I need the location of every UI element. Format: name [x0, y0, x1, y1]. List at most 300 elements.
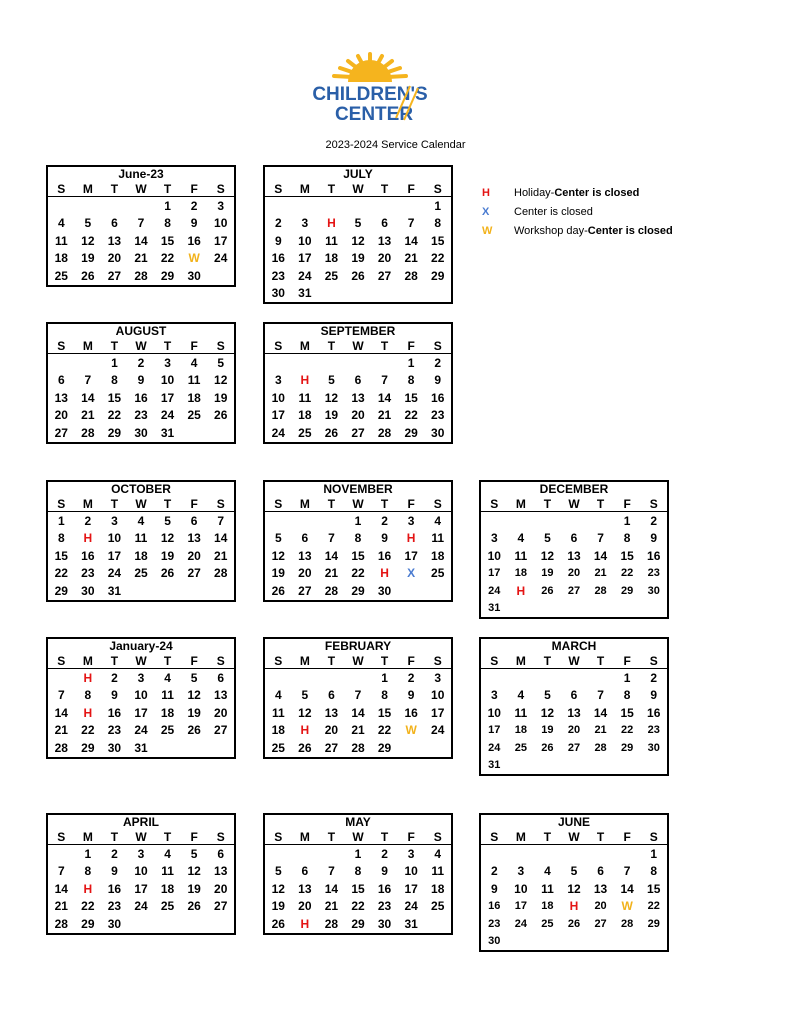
day-cell: 27	[324, 740, 339, 755]
day-cell: 16	[107, 881, 122, 896]
day-cell: 3	[407, 513, 415, 528]
day-cell: 21	[214, 548, 228, 563]
day-cell: 26	[298, 740, 312, 755]
day-cell: 6	[570, 531, 578, 546]
week-row	[48, 267, 234, 285]
day-cell: 19	[271, 899, 285, 914]
day-cell: 25	[54, 268, 68, 283]
weekday-header	[48, 653, 234, 669]
weekday-label: M	[299, 181, 310, 196]
weekday-label: W	[352, 496, 364, 511]
day-marker: H	[300, 373, 310, 388]
day-cell: 9	[650, 688, 658, 703]
day-cell: 8	[407, 373, 415, 388]
day-cell: 29	[377, 740, 392, 755]
day-cell: 14	[593, 705, 608, 720]
day-cell: 13	[567, 548, 581, 563]
day-cell: 24	[160, 408, 175, 423]
day-cell: 16	[81, 548, 95, 563]
day-cell: 20	[214, 705, 228, 720]
day-cell: 10	[134, 864, 148, 879]
month-title: June-23	[118, 167, 164, 181]
day-cell: 16	[377, 881, 392, 896]
day-cell: 24	[271, 425, 285, 440]
week-row	[265, 722, 451, 740]
day-cell: 30	[107, 916, 122, 931]
day-cell: 11	[161, 864, 174, 879]
day-cell: 10	[134, 688, 148, 703]
weekday-label: F	[190, 496, 198, 511]
day-cell: 8	[111, 373, 118, 388]
day-cell: 3	[274, 373, 282, 388]
day-cell: 11	[325, 233, 338, 248]
weekday-label: M	[299, 653, 310, 668]
day-cell: 7	[407, 216, 415, 231]
day-cell: 17	[134, 881, 148, 896]
day-cell: 7	[137, 216, 145, 231]
logo-line2: CENTER	[334, 104, 414, 125]
day-cell: 17	[488, 567, 501, 580]
day-cell: 21	[404, 251, 418, 266]
day-cell: 30	[377, 916, 392, 931]
day-cell: 22	[351, 566, 365, 581]
day-cell: 26	[187, 723, 201, 738]
weekday-label: S	[216, 181, 225, 196]
week-row	[265, 530, 451, 548]
day-cell: 23	[107, 899, 122, 914]
week-row	[48, 898, 234, 916]
weekday-label: S	[433, 181, 442, 196]
day-cell: 20	[377, 251, 392, 266]
month-title: OCTOBER	[111, 482, 171, 496]
day-cell: 1	[84, 846, 92, 861]
day-cell: 15	[404, 390, 418, 405]
day-cell: 17	[431, 705, 445, 720]
day-cell: 4	[164, 846, 171, 861]
day-cell: 30	[647, 741, 660, 754]
day-cell: 17	[214, 233, 228, 248]
week-row	[265, 215, 451, 233]
weekday-label: M	[515, 496, 526, 511]
day-cell: 10	[487, 548, 501, 563]
day-cell: 28	[351, 740, 365, 755]
day-cell: 13	[54, 390, 68, 405]
day-cell: 11	[431, 531, 445, 546]
weekday-label: T	[596, 496, 605, 511]
week-row	[265, 565, 451, 583]
day-marker: W	[621, 899, 633, 914]
day-cell: 27	[187, 566, 201, 581]
week-row	[48, 512, 234, 530]
day-cell: 23	[134, 408, 148, 423]
weekday-label: S	[274, 496, 283, 511]
day-cell: 4	[517, 531, 525, 546]
day-cell: 16	[404, 705, 418, 720]
day-cell: 7	[328, 531, 335, 546]
weekday-label: S	[649, 653, 658, 668]
weekday-label: F	[190, 829, 198, 844]
weekday-label: T	[327, 496, 336, 511]
day-marker: X	[407, 566, 416, 581]
day-cell: 28	[594, 741, 607, 754]
day-cell: 24	[107, 566, 122, 581]
week-row	[48, 407, 234, 425]
weekday-label: M	[82, 181, 93, 196]
weekday-label: S	[216, 338, 225, 353]
weekday-label: S	[274, 181, 283, 196]
day-cell: 6	[328, 688, 335, 703]
day-cell: 24	[488, 741, 501, 754]
day-cell: 3	[111, 513, 118, 528]
day-cell: 14	[377, 390, 392, 405]
day-cell: 28	[54, 916, 68, 931]
day-cell: 14	[351, 705, 365, 720]
day-cell: 28	[134, 268, 148, 283]
day-cell: 25	[541, 917, 554, 930]
day-cell: 24	[488, 584, 501, 597]
day-cell: 24	[514, 917, 527, 930]
day-cell: 4	[544, 864, 551, 879]
day-cell: 1	[354, 513, 362, 528]
weekday-label: W	[352, 181, 364, 196]
weekday-label: F	[407, 181, 415, 196]
day-cell: 7	[84, 373, 92, 388]
week-row	[265, 739, 451, 757]
day-cell: 22	[351, 899, 365, 914]
day-cell: 21	[54, 723, 68, 738]
weekday-label: F	[190, 653, 198, 668]
day-cell: 10	[214, 216, 228, 231]
weekday-label: W	[352, 338, 364, 353]
day-cell: 18	[431, 548, 445, 563]
day-cell: 8	[354, 864, 362, 879]
day-cell: 5	[84, 216, 92, 231]
day-cell: 12	[160, 531, 175, 546]
day-cell: 28	[81, 425, 95, 440]
month-title: FEBRUARY	[324, 639, 392, 653]
day-cell: 6	[217, 846, 225, 861]
weekday-label: S	[57, 829, 66, 844]
day-cell: 6	[301, 864, 309, 879]
day-marker: W	[188, 251, 200, 266]
day-cell: 27	[107, 268, 122, 283]
sun-logo-icon	[300, 48, 440, 132]
day-cell: 12	[81, 233, 95, 248]
day-cell: 23	[647, 567, 660, 580]
weekday-header	[48, 338, 234, 354]
legend-marker: H	[482, 186, 490, 199]
weekday-label: M	[82, 829, 93, 844]
day-cell: 13	[214, 688, 228, 703]
day-cell: 19	[81, 251, 95, 266]
week-row	[48, 424, 234, 442]
day-cell: 13	[324, 705, 339, 720]
week-row	[481, 547, 667, 565]
day-cell: 29	[404, 425, 418, 440]
day-cell: 19	[187, 881, 201, 896]
weekday-label: T	[163, 653, 172, 668]
month-title: AUGUST	[115, 324, 167, 338]
day-cell: 30	[134, 425, 148, 440]
day-cell: 31	[160, 425, 175, 440]
day-cell: 30	[81, 583, 95, 598]
weekday-label: F	[623, 653, 631, 668]
month-title: JUNE	[557, 815, 590, 829]
day-cell: 14	[134, 233, 148, 248]
day-cell: 28	[404, 268, 418, 283]
day-cell: 17	[488, 724, 501, 737]
month-calendar	[46, 165, 236, 287]
day-cell: 2	[111, 846, 118, 861]
day-cell: 5	[544, 688, 551, 703]
weekday-header	[481, 653, 667, 669]
day-cell: 8	[434, 216, 442, 231]
day-cell: 30	[647, 584, 660, 597]
weekday-label: M	[82, 653, 93, 668]
day-cell: 10	[487, 705, 501, 720]
day-cell: 19	[541, 724, 554, 737]
day-cell: 12	[187, 688, 201, 703]
weekday-header	[481, 829, 667, 845]
weekday-label: F	[623, 829, 631, 844]
day-cell: 15	[351, 881, 365, 896]
week-row	[265, 232, 451, 250]
day-cell: 2	[650, 670, 658, 685]
day-cell: 29	[647, 917, 660, 930]
month-title: APRIL	[123, 815, 159, 829]
day-cell: 21	[377, 408, 392, 423]
weekday-label: T	[596, 653, 605, 668]
day-cell: 9	[490, 881, 498, 896]
day-cell: 24	[404, 899, 418, 914]
week-row	[265, 669, 451, 687]
week-row	[481, 600, 667, 618]
month-calendar	[479, 637, 669, 776]
weekday-header	[265, 653, 451, 669]
month-title: MARCH	[551, 639, 597, 653]
day-cell: 18	[160, 881, 175, 896]
day-cell: 15	[431, 233, 445, 248]
legend-text: Center is closed	[514, 205, 593, 218]
day-cell: 8	[57, 531, 65, 546]
month-calendar	[263, 480, 453, 602]
week-row	[481, 739, 667, 757]
day-cell: 29	[431, 268, 445, 283]
week-row	[48, 739, 234, 757]
legend-marker: X	[482, 205, 490, 218]
week-row	[48, 669, 234, 687]
day-cell: 4	[434, 846, 442, 861]
week-row	[265, 547, 451, 565]
day-cell: 22	[54, 566, 68, 581]
day-cell: 12	[187, 864, 201, 879]
weekday-label: M	[299, 338, 310, 353]
month-title: NOVEMBER	[323, 482, 393, 496]
day-cell: 21	[324, 566, 339, 581]
weekday-label: T	[327, 829, 336, 844]
day-cell: 9	[274, 233, 282, 248]
day-cell: 18	[298, 408, 312, 423]
weekday-label: S	[490, 653, 499, 668]
day-cell: 20	[187, 548, 201, 563]
day-cell: 16	[134, 390, 148, 405]
legend-bold-text: Center is closed	[554, 186, 640, 199]
day-cell: 5	[354, 216, 362, 231]
day-cell: 20	[54, 408, 68, 423]
day-cell: 25	[514, 741, 527, 754]
day-cell: 28	[324, 916, 339, 931]
day-cell: 21	[54, 899, 68, 914]
day-cell: 4	[164, 670, 171, 685]
day-cell: 23	[81, 566, 95, 581]
day-cell: 19	[160, 548, 175, 563]
day-cell: 2	[190, 198, 198, 213]
weekday-label: S	[433, 338, 442, 353]
weekday-label: T	[110, 653, 119, 668]
weekday-label: T	[163, 181, 172, 196]
day-cell: 2	[434, 355, 442, 370]
weekday-label: W	[568, 653, 580, 668]
day-cell: 16	[271, 251, 285, 266]
day-cell: 5	[164, 513, 171, 528]
day-cell: 16	[647, 705, 661, 720]
week-row	[48, 372, 234, 390]
week-row	[265, 845, 451, 863]
week-row	[48, 389, 234, 407]
day-cell: 6	[597, 864, 604, 879]
weekday-label: W	[135, 338, 147, 353]
day-cell: 7	[217, 513, 225, 528]
day-cell: 8	[84, 864, 92, 879]
week-row	[481, 863, 667, 881]
legend-text: Workshop day-Center is closed	[514, 224, 673, 237]
day-cell: 27	[54, 425, 68, 440]
day-cell: 12	[567, 881, 581, 896]
day-cell: 15	[620, 548, 634, 563]
day-cell: 26	[567, 917, 581, 930]
day-cell: 16	[431, 390, 445, 405]
day-cell: 15	[160, 233, 175, 248]
day-cell: 9	[434, 373, 442, 388]
day-cell: 11	[54, 233, 68, 248]
day-cell: 13	[593, 881, 608, 896]
weekday-label: S	[274, 829, 283, 844]
weekday-label: F	[190, 338, 198, 353]
weekday-label: F	[407, 829, 415, 844]
day-cell: 4	[274, 688, 282, 703]
day-cell: 24	[214, 251, 228, 266]
day-cell: 14	[214, 531, 228, 546]
month-calendar	[46, 813, 236, 935]
weekday-header	[481, 496, 667, 512]
day-cell: 16	[488, 900, 501, 913]
week-row	[481, 530, 667, 548]
day-cell: 5	[274, 531, 282, 546]
day-cell: 29	[54, 583, 68, 598]
day-cell: 26	[271, 583, 285, 598]
day-cell: 28	[214, 566, 228, 581]
day-cell: 16	[647, 548, 661, 563]
weekday-label: M	[82, 496, 93, 511]
day-cell: 25	[271, 740, 285, 755]
day-cell: 27	[594, 917, 607, 930]
weekday-label: S	[216, 829, 225, 844]
day-cell: 5	[217, 355, 225, 370]
day-cell: 8	[354, 531, 362, 546]
day-cell: 16	[377, 548, 392, 563]
day-cell: 27	[351, 425, 365, 440]
day-cell: 15	[377, 705, 392, 720]
day-cell: 10	[160, 373, 175, 388]
weekday-label: S	[433, 829, 442, 844]
week-row	[265, 389, 451, 407]
day-cell: 11	[187, 373, 201, 388]
day-cell: 22	[81, 723, 95, 738]
week-row	[481, 582, 667, 600]
day-cell: 3	[137, 846, 145, 861]
weekday-header	[48, 181, 234, 197]
day-cell: 12	[271, 548, 285, 563]
weekday-label: S	[57, 653, 66, 668]
day-cell: 13	[567, 705, 581, 720]
month-calendar	[263, 165, 453, 304]
weekday-label: M	[299, 496, 310, 511]
day-cell: 20	[298, 899, 312, 914]
day-cell: 15	[54, 548, 68, 563]
week-row	[481, 757, 667, 775]
weekday-label: S	[57, 338, 66, 353]
weekday-label: T	[163, 829, 172, 844]
day-cell: 29	[351, 916, 365, 931]
day-cell: 23	[107, 723, 122, 738]
day-cell: 3	[490, 688, 498, 703]
day-cell: 10	[431, 688, 445, 703]
week-row	[48, 250, 234, 268]
month-calendar	[46, 480, 236, 602]
day-cell: 5	[570, 864, 578, 879]
day-cell: 9	[407, 688, 415, 703]
day-cell: 21	[81, 408, 95, 423]
day-cell: 17	[514, 900, 527, 913]
day-cell: 8	[381, 688, 388, 703]
day-cell: 20	[567, 567, 581, 580]
weekday-label: S	[649, 829, 658, 844]
day-cell: 14	[404, 233, 418, 248]
week-row	[48, 863, 234, 881]
day-cell: 31	[488, 602, 501, 615]
day-cell: 12	[214, 373, 228, 388]
day-cell: 20	[107, 251, 122, 266]
weekday-label: S	[490, 829, 499, 844]
day-cell: 18	[187, 390, 201, 405]
day-cell: 9	[137, 373, 145, 388]
week-row	[481, 722, 667, 740]
weekday-label: M	[299, 829, 310, 844]
day-cell: 7	[57, 688, 65, 703]
day-cell: 9	[381, 864, 388, 879]
day-cell: 7	[597, 688, 604, 703]
day-cell: 21	[594, 567, 607, 580]
day-cell: 27	[567, 584, 581, 597]
day-cell: 1	[407, 355, 415, 370]
day-cell: 8	[164, 216, 171, 231]
day-cell: 28	[377, 425, 392, 440]
weekday-header	[48, 496, 234, 512]
day-cell: 10	[107, 531, 122, 546]
day-cell: 2	[137, 355, 145, 370]
day-cell: 23	[647, 724, 660, 737]
day-cell: 26	[160, 566, 175, 581]
